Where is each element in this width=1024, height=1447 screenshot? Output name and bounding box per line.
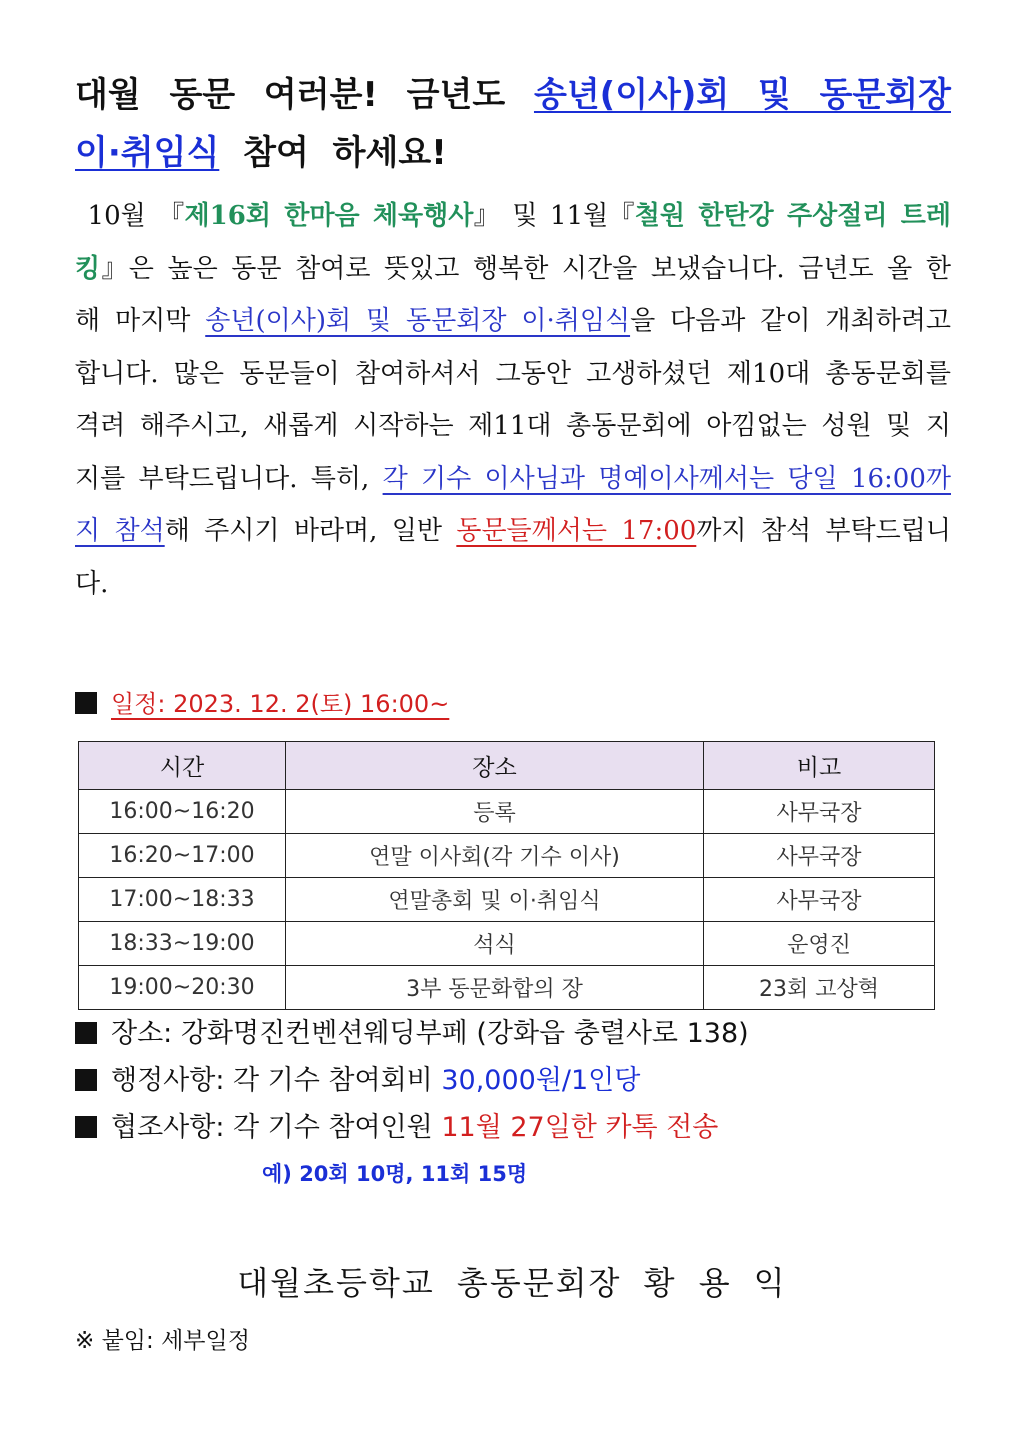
table-row xyxy=(79,878,935,922)
table-row xyxy=(79,966,935,1010)
table-row xyxy=(79,922,935,966)
director-notice: 각 기수 이사님과 명예이사께서는 당일 16:00까지 참석 xyxy=(75,463,951,546)
cell-time: 16:20~17:00 xyxy=(79,834,286,878)
cell-time: 17:00~18:33 xyxy=(79,878,286,922)
event-name-2: 철원 한탄강 주상절리 트레킹 xyxy=(75,201,951,284)
cell-note: 사무국장 xyxy=(704,878,935,922)
body-text-5: 해 주시기 바라며, 일반 xyxy=(164,516,457,546)
attachment-note: ※ 붙임: 세부일정 xyxy=(75,1328,250,1354)
schedule-label: 일정: 2023. 12. 2(토) 16:00~ xyxy=(111,690,450,718)
body-text-6: 까지 참석 부탁드립니다. xyxy=(75,516,952,599)
admin-line xyxy=(75,1061,640,1101)
cooperation-label: 협조사항: 각 기수 참여인원 xyxy=(111,1112,442,1143)
alumni-notice: 동문들께서는 17:00 xyxy=(456,516,697,546)
cell-place: 석식 xyxy=(286,922,704,966)
body-paragraph xyxy=(75,190,951,610)
body-text-1: 10월 『 xyxy=(87,201,185,231)
body-text-3: 』은 높은 동문 참여로 뜻있고 행복한 시간을 보냈습니다. 금년도 올 한 해 마지막 xyxy=(75,253,951,336)
schedule-table xyxy=(78,741,935,1010)
cooperation-example: 예) 20회 10명, 11회 15명 xyxy=(262,1162,528,1186)
signature: 대월초등학교 총동문회장 황 용 익 xyxy=(237,1264,787,1302)
cooperation-line xyxy=(75,1108,718,1148)
cooperation-deadline: 11월 27일한 카톡 전송 xyxy=(441,1112,719,1143)
square-bullet-icon xyxy=(75,1116,97,1138)
square-bullet-icon xyxy=(75,1069,97,1091)
cell-note: 운영진 xyxy=(704,922,935,966)
body-text-2: 』 및 11월『 xyxy=(473,201,635,231)
title-part2: 참여 하세요! xyxy=(219,133,447,173)
header-place: 장소 xyxy=(286,742,704,790)
cell-place: 연말총회 및 이·취임식 xyxy=(286,878,704,922)
cell-time: 18:33~19:00 xyxy=(79,922,286,966)
admin-fee: 30,000원/1인당 xyxy=(441,1065,641,1096)
title-part1: 대월 동문 여러분! 금년도 xyxy=(75,75,534,115)
schedule-heading xyxy=(75,684,449,724)
table-row xyxy=(79,834,935,878)
event-name-3: 송년(이사)회 및 동문회장 이·취임식 xyxy=(205,306,631,336)
header-note: 비고 xyxy=(704,742,935,790)
cell-place: 등록 xyxy=(286,790,704,834)
table-header-row xyxy=(79,742,935,790)
cell-note: 사무국장 xyxy=(704,790,935,834)
cell-note: 사무국장 xyxy=(704,834,935,878)
cell-note: 23회 고상혁 xyxy=(704,966,935,1010)
title-highlight: 송년(이사)회 및 동문회장 이·취임식 xyxy=(75,75,951,173)
square-bullet-icon xyxy=(75,692,97,714)
admin-label: 행정사항: 각 기수 참여회비 xyxy=(111,1065,442,1096)
table-row xyxy=(79,790,935,834)
cell-time: 19:00~20:30 xyxy=(79,966,286,1010)
header-time: 시간 xyxy=(79,742,286,790)
body-text-4: 을 다음과 같이 개최하려고 합니다. 많은 동문들이 참여하셔서 그동안 고생하셨던 제10대 총동문회를 격려 해주시고, 새롭게 시작하는 제11대 총동문회에 아낌없는 성원 및 지지를 부탁드립니다. 특히, xyxy=(75,306,951,494)
cell-time: 16:00~16:20 xyxy=(79,790,286,834)
event-name-1: 제16회 한마음 체육행사 xyxy=(184,201,474,231)
venue-line xyxy=(75,1014,749,1054)
page-title xyxy=(75,66,951,182)
cell-place: 연말 이사회(각 기수 이사) xyxy=(286,834,704,878)
square-bullet-icon xyxy=(75,1022,97,1044)
cell-place: 3부 동문화합의 장 xyxy=(286,966,704,1010)
venue-text: 장소: 강화명진컨벤션웨딩부페 (강화읍 충렬사로 138) xyxy=(111,1018,749,1049)
